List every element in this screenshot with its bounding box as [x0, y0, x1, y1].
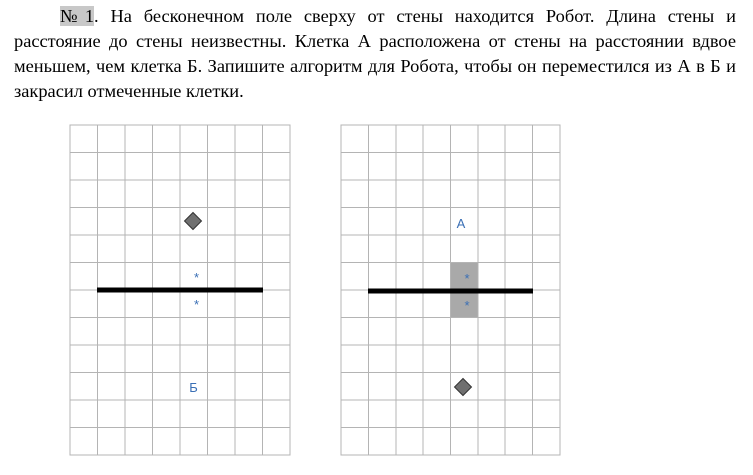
right-grid [341, 125, 560, 455]
left-label-b: Б [189, 380, 198, 395]
right-label-a: А [456, 216, 466, 231]
right-marker-lower: * [464, 298, 470, 313]
problem-number: №1 [60, 6, 95, 26]
problem-statement: . На бесконечном поле сверху от стены находится Робот. Длина стены и расстояние до стены неизвестны. Клетка А расположена от стены на расстоянии вдвое меньшем, чем клетка Б. Запишите алгоритм для Робота, чтобы он переместился из А в Б и закрасил отмеченные клетки. [14, 6, 736, 101]
left-marker-lower: * [193, 297, 200, 312]
left-grid [70, 125, 290, 455]
left-marker-upper: * [193, 270, 200, 285]
right-marker-upper: * [464, 271, 470, 286]
